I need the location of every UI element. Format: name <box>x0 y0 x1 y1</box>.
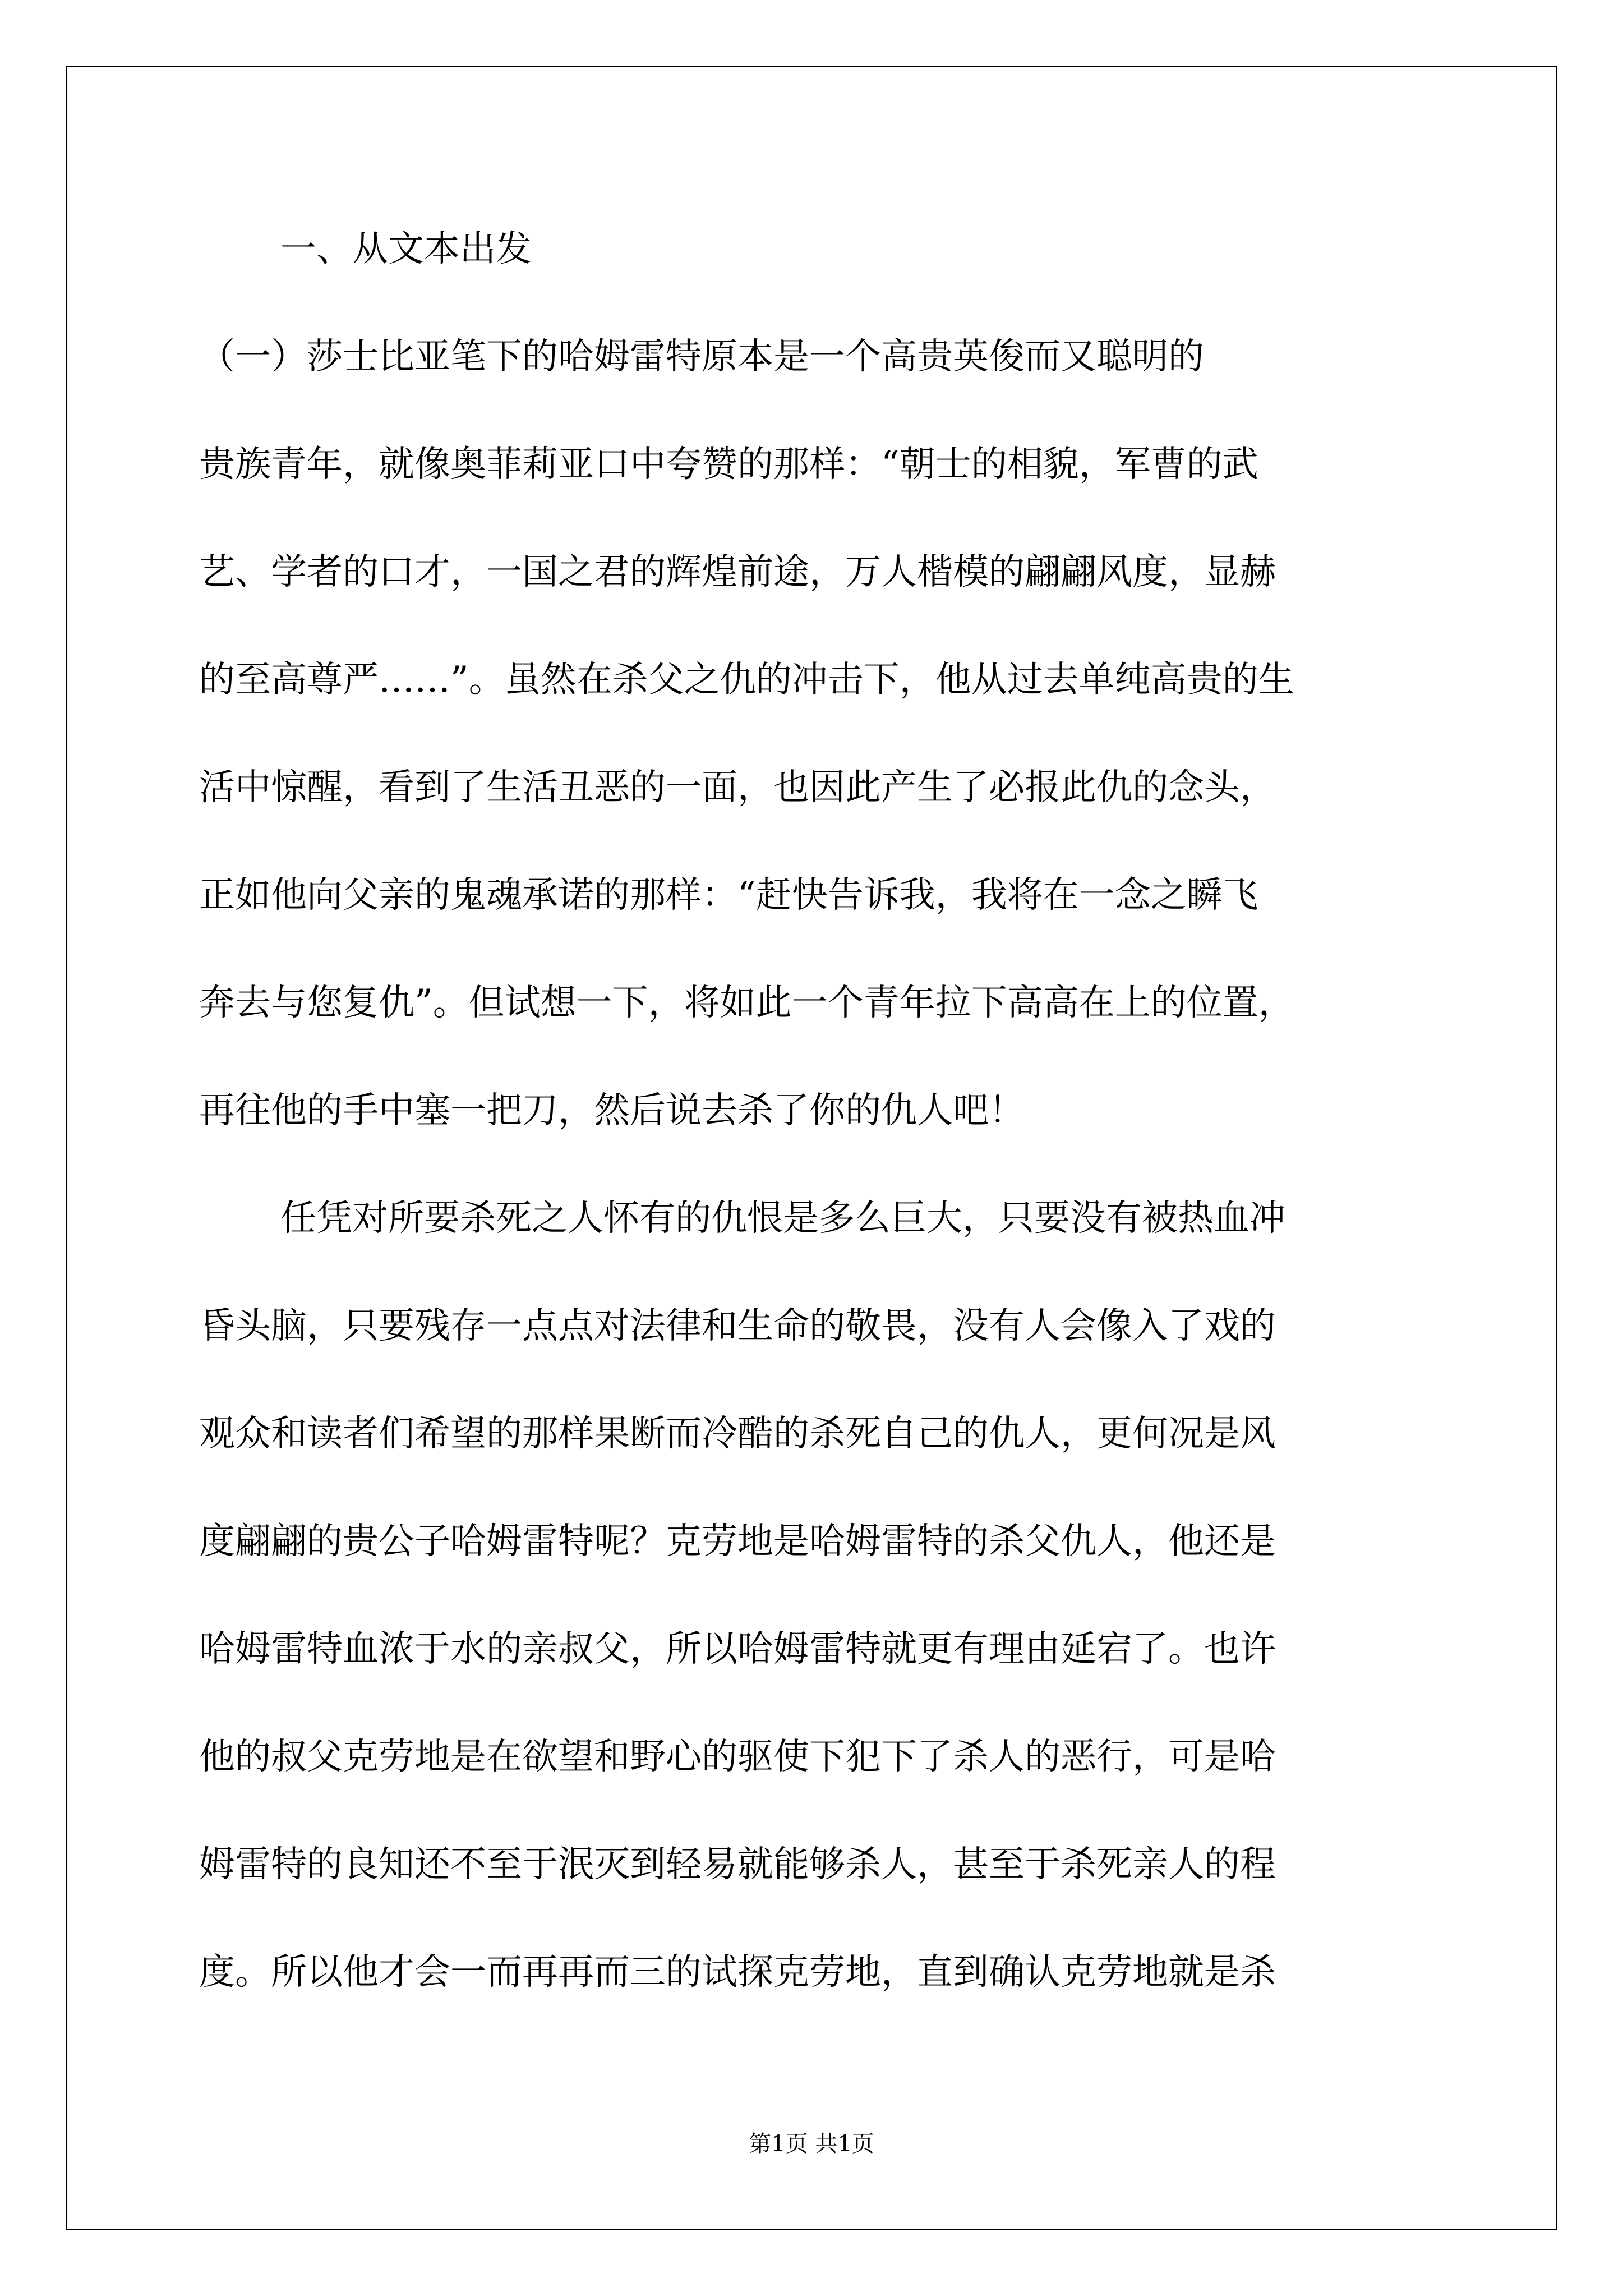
paragraph-line: 的至高尊严……”。虽然在杀父之仇的冲击下，他从过去单纯高贵的生 <box>199 659 1294 701</box>
page-border <box>66 66 1557 2230</box>
paragraph-line: 观众和读者们希望的那样果断而冷酷的杀死自己的仇人，更何况是风 <box>199 1413 1276 1455</box>
paragraph-line: 他的叔父克劳地是在欲望和野心的驱使下犯下了杀人的恶行，可是哈 <box>199 1736 1276 1778</box>
paragraph-line: 正如他向父亲的鬼魂承诺的那样：“赶快告诉我，我将在一念之瞬飞 <box>199 875 1258 916</box>
paragraph-line: 度翩翩的贵公子哈姆雷特呢？克劳地是哈姆雷特的杀父仇人，他还是 <box>199 1521 1276 1562</box>
page-footer: 第1页 共1页 <box>749 2131 874 2157</box>
paragraph-line: 昏头脑，只要残存一点点对法律和生命的敬畏，没有人会像入了戏的 <box>199 1305 1276 1347</box>
paragraph-line: 艺、学者的口才，一国之君的辉煌前途，万人楷模的翩翩风度，显赫 <box>199 551 1276 593</box>
paragraph-line: 奔去与您复仇”。但试想一下，将如此一个青年拉下高高在上的位置， <box>199 982 1294 1024</box>
paragraph-line: 活中惊醒，看到了生活丑恶的一面，也因此产生了必报此仇的念头， <box>199 767 1276 808</box>
section-heading: 一、从文本出发 <box>280 228 532 270</box>
paragraph-line: （一）莎士比亚笔下的哈姆雷特原本是一个高贵英俊而又聪明的 <box>199 336 1204 378</box>
paragraph-line: 哈姆雷特血浓于水的亲叔父，所以哈姆雷特就更有理由延宕了。也许 <box>199 1628 1276 1670</box>
paragraph-line: 任凭对所要杀死之人怀有的仇恨是多么巨大，只要没有被热血冲 <box>280 1198 1285 1239</box>
paragraph-line: 再往他的手中塞一把刀，然后说去杀了你的仇人吧！ <box>199 1090 1025 1131</box>
paragraph-line: 度。所以他才会一而再再而三的试探克劳地，直到确认克劳地就是杀 <box>199 1952 1276 1993</box>
paragraph-line: 贵族青年，就像奥菲莉亚口中夸赞的那样：“朝士的相貌，军曹的武 <box>199 444 1258 485</box>
paragraph-line: 姆雷特的良知还不至于泯灭到轻易就能够杀人，甚至于杀死亲人的程 <box>199 1844 1276 1885</box>
